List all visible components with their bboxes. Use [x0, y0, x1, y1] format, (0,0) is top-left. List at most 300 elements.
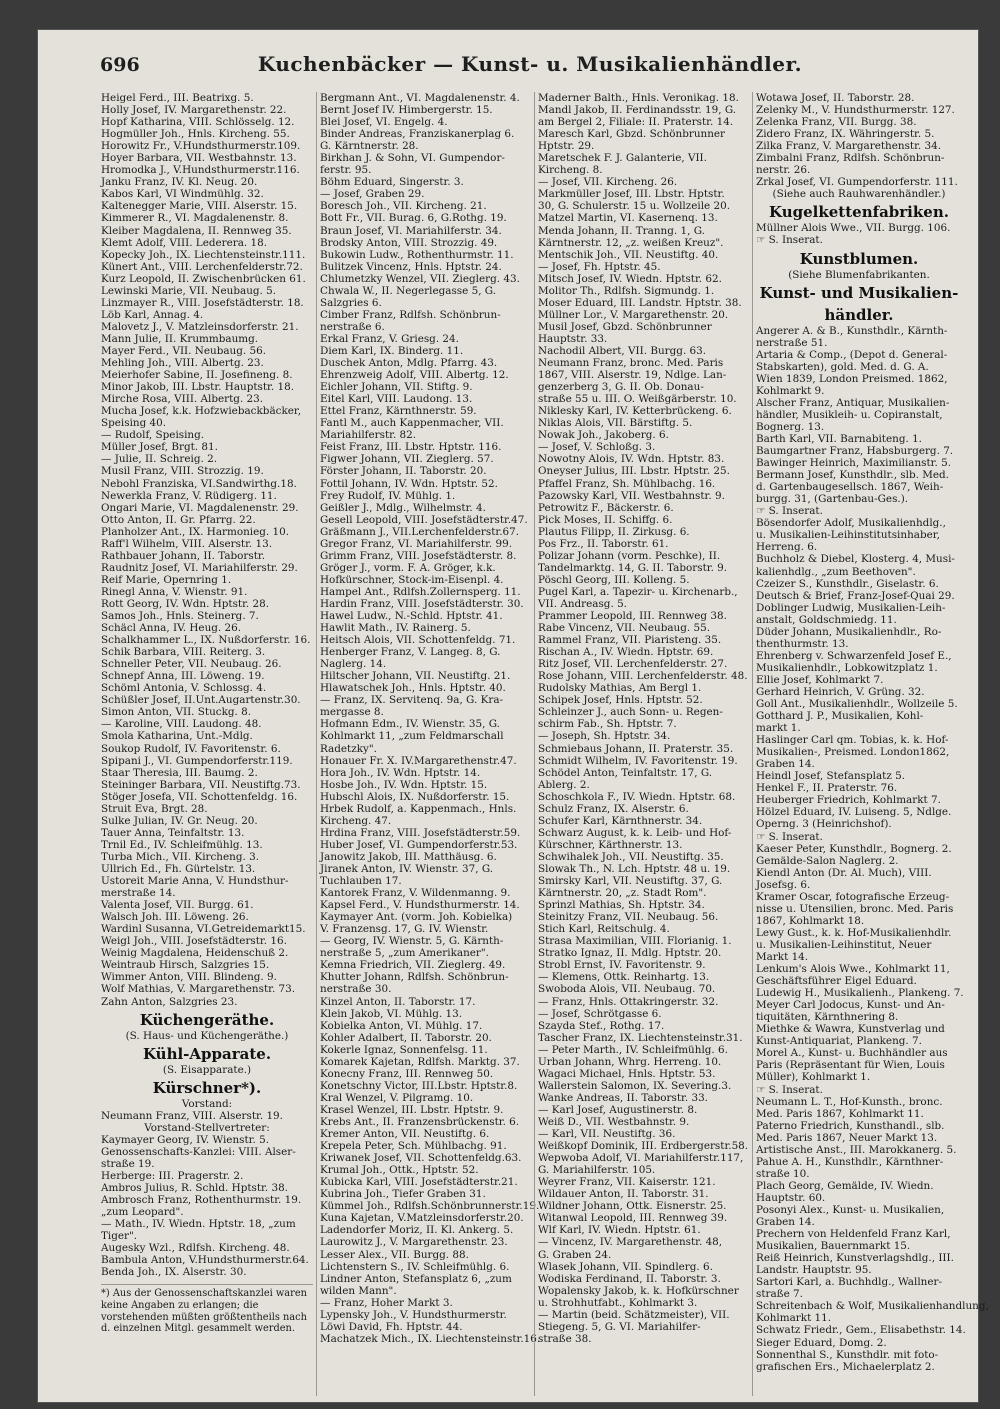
directory-entry: Janowitz Jakob, III. Matthäusg. 6. [320, 850, 497, 863]
directory-entry: Haslinger Carl qm. Tobias, k. k. Hof- [756, 734, 949, 747]
directory-entry: Kärntnerstr. 12, „z. weißen Kreuz". [538, 236, 724, 249]
directory-entry: „zum Leopard". [101, 1206, 184, 1219]
directory-entry: Nachodil Albert, VII. Burgg. 63. [538, 344, 707, 357]
directory-entry: Meierhofer Sabine, II. Josefineng. 8. [101, 369, 293, 382]
directory-entry: ☞ S. Inserat. [756, 830, 823, 843]
directory-entry: Herberge: III. Pragerstr. 2. [101, 1169, 244, 1182]
directory-entry: markt 1. [756, 722, 801, 735]
directory-entry: Deutsch & Brief, Franz-Josef-Quai 29. [756, 589, 955, 602]
directory-entry: Schnepf Anna, III. Löweng. 19. [101, 670, 265, 683]
directory-entry: Wlasek Johann, VII. Spindlerg. 6. [538, 1260, 713, 1273]
directory-entry: Pick Moses, II. Schiffg. 6. [538, 513, 673, 526]
directory-entry: Kümmel Joh., Rdlfsh.Schönbrunnerstr.19. [320, 1200, 540, 1213]
directory-entry: Gröger J., vorm. F. A. Gröger, k.k. [320, 561, 496, 574]
directory-entry: anstalt, Goldschmiedg. 11. [756, 613, 897, 626]
directory-entry: — Josef, VII. Kircheng. 26. [538, 176, 678, 189]
directory-entry: Heindl Josef, Stefansplatz 5. [756, 770, 906, 783]
directory-entry: Prammer Leopold, III. Rennweg 38. [538, 610, 727, 623]
directory-entry: Stiegeng. 5, G. VI. Mariahilfer- [538, 1320, 701, 1333]
directory-entry: thenthurmstr. 13. [756, 637, 849, 650]
directory-entry: — Math., IV. Wiedn. Hptstr. 18, „zum [101, 1218, 296, 1231]
directory-entry: Löb Karl, Annag. 4. [101, 308, 204, 321]
directory-entry: Mandl Jakob, II. Ferdinandsstr. 19, G. [538, 104, 737, 117]
directory-entry: Wepwoba Adolf, VI. Mariahilferstr.117, [538, 1152, 744, 1165]
directory-page [38, 30, 989, 1402]
directory-entry: Mayer Ferd., VII. Neubaug. 56. [101, 344, 267, 357]
directory-entry: Krumal Joh., Ottk., Hptstr. 52. [320, 1164, 479, 1177]
directory-entry: — Georg, IV. Wienstr. 5, G. Kärnth- [320, 935, 504, 948]
directory-entry: Kapsel Ferd., V. Hundsthurmerstr. 14. [320, 899, 520, 912]
directory-entry: — Franz, Hoher Markt 3. [320, 1296, 453, 1309]
directory-entry: Löwi David, Fh. Hptstr. 44. [320, 1320, 463, 1333]
directory-entry: Bognerg. 13. [756, 420, 825, 433]
directory-entry: Ehrenberg v. Schwarzenfeld Josef E., [756, 649, 952, 662]
directory-entry: Med. Paris 1867, Kohlmarkt 11. [756, 1107, 924, 1120]
directory-entry: Polizar Johann (vorm. Peschke), II. [538, 549, 721, 562]
directory-entry: Josefsg. 6. [756, 878, 811, 891]
directory-entry: Klein Jakob, VI. Mühlg. 13. [320, 1007, 463, 1020]
directory-entry: Ongari Marie, VI. Magdalenenstr. 29. [101, 501, 299, 514]
directory-entry: Mirche Rosa, VIII. Albertg. 23. [101, 393, 264, 406]
directory-entry: Schreitenbach & Wolf, Musikalienhandlung, [756, 1300, 989, 1313]
directory-entry: Walsch Joh. III. Löweng. 26. [101, 911, 249, 924]
directory-entry: Heitsch Alois, VII. Schottenfeldg. 71. [320, 634, 516, 647]
directory-entry: Goll Ant., Musikalienhdlr., Wollzeile 5. [756, 698, 958, 711]
directory-entry: Wagaci Michael, Hnls. Hptstr. 53. [538, 1067, 716, 1080]
directory-entry: Honauer Fr. X. IV.Margarethenstr.47. [320, 754, 517, 767]
directory-entry: Künert Ant., VIII. Lerchenfelderstr.72. [101, 260, 303, 273]
directory-entry: Müller Josef, Brgt. 81. [101, 441, 218, 454]
directory-entry: Hromodka J., V.Hundsthurmerstr.116. [101, 164, 300, 177]
directory-entry: tiquitäten, Kärnthnering 8. [756, 1011, 899, 1024]
section-heading: Kürschner*). [152, 1078, 262, 1097]
running-title: Kuchenbäcker — Kunst- u. Musikalienhändler. [257, 52, 803, 76]
directory-entry: 1867, VIII. Alserstr. 19, Ndlge. Lan- [538, 369, 727, 382]
directory-entry: Bernt Josef IV. Himbergerstr. 15. [320, 104, 493, 117]
directory-entry: ☞ S. Inserat. [756, 234, 823, 247]
directory-entry: Bawinger Heinrich, Maximilianstr. 5. [756, 457, 952, 470]
directory-entry: Schmidt Wilhelm, IV. Favoritenstr. 19. [538, 754, 738, 767]
directory-entry: Markt 14. [756, 951, 809, 963]
directory-entry: Smola Katharina, Unt.-Mdlg. [101, 730, 253, 743]
directory-entry: Kaeser Peter, Kunsthdlr., Bognerg. 2. [756, 842, 952, 855]
directory-entry: Heuberger Friedrich, Kohlmarkt 7. [756, 794, 941, 807]
directory-entry: Otto Anton, II. Gr. Pfarrg. 22. [101, 513, 256, 526]
directory-entry: Matzel Martin, VI. Kasernenq. 13. [538, 212, 718, 225]
directory-entry: Neumann Franz, bronc. Med. Paris [538, 357, 724, 370]
directory-entry: Radetzky". [320, 742, 377, 755]
column-4 [752, 92, 989, 1396]
section-note: Vorstand-Stellvertreter: [144, 1121, 270, 1134]
directory-entry: Neumann L. T., Hof-Kunsth., bronc. [756, 1095, 943, 1108]
directory-entry: Tuchlauben 17. [320, 875, 402, 888]
directory-entry: Artistische Anst., III. Marokkanerg. 5. [756, 1143, 957, 1156]
directory-entry: Birkhan J. & Sohn, VI. Gumpendor- [320, 152, 505, 165]
directory-entry: Trnil Ed., IV. Schleifmühlg. 13. [101, 838, 263, 851]
directory-entry: Kremer Anton, VII. Neustiftg. 6. [320, 1128, 490, 1141]
directory-entry: Hawlit Math., IV. Rainerg. 5. [320, 622, 471, 635]
section-heading: Küchengeräthe. [139, 1010, 275, 1029]
directory-entry: Rudolsky Mathias, Am Bergl 1. [538, 682, 702, 695]
directory-entry: Artaria & Comp., (Depot d. General- [756, 348, 948, 361]
directory-entry: Sprinzl Mathias, Sh. Hptstr. 34. [538, 899, 705, 912]
section-note: (S. Haus- und Küchengeräthe.) [125, 1029, 289, 1042]
directory-entry: Pos Frz., II. Taborstr. 61. [538, 537, 669, 550]
directory-entry: Ablerg. 2. [538, 778, 590, 791]
directory-entry: 30, G. Schulerstr. 15 u. Wollzeile 20. [538, 200, 731, 213]
directory-entry: Zelenka Franz, VII. Burgg. 38. [756, 116, 917, 129]
directory-entry: Ehrenzweig Adolf, VIII. Albertg. 12. [320, 369, 509, 382]
directory-entry: Konecny Franz, III. Rennweg 50. [320, 1067, 494, 1080]
directory-entry: Chwala W., II. Negerlegasse 5, G. [320, 284, 497, 297]
directory-entry: Mann Julie, II. Krummbaumg. [101, 332, 259, 345]
directory-entry: Geißler J., Mdlg., Wilhelmstr. 4. [320, 501, 486, 514]
section-heading: Kühl-Apparate. [142, 1044, 272, 1063]
directory-entry: Oneyser Julius, III. Lbstr. Hptstr. 25. [538, 465, 730, 478]
directory-entry: nerstraße 6. [320, 320, 385, 333]
directory-entry: Kopecky Joh., IX. Liechtensteinstr.111. [101, 248, 306, 261]
directory-entry: Böhm Eduard, Singerstr. 3. [320, 176, 464, 189]
directory-columns [98, 92, 989, 1396]
directory-entry: Augesky Wzl., Rdlfsh. Kircheng. 48. [101, 1242, 290, 1255]
directory-entry: Laurowitz J., V. Margarethenstr. 23. [320, 1236, 508, 1249]
directory-entry: Feist Franz, III. Lbstr. Hptstr. 116. [320, 441, 502, 454]
directory-entry: Mentschik Joh., VII. Neustiftg. 40. [538, 248, 719, 261]
directory-entry: Grimm Franz, VIII. Josefstädterstr. 8. [320, 549, 517, 562]
directory-entry: Henkel F., II. Praterstr. 76. [756, 782, 898, 795]
directory-entry: Wanke Andreas, II. Taborstr. 33. [538, 1091, 708, 1104]
directory-entry: Bergmann Ant., VI. Magdalenenstr. 4. [320, 92, 520, 104]
directory-entry: Bott Fr., VII. Burag. 6, G.Rothg. 19. [320, 212, 507, 225]
directory-entry: Lichtenstern S., IV. Schleifmühlg. 6. [320, 1260, 510, 1273]
directory-entry: Schmiebaus Johann, II. Praterstr. 35. [538, 742, 734, 755]
directory-entry: G. Kärntnerstr. 28. [320, 140, 419, 153]
directory-entry: Rammel Franz, VII. Piaristeng. 35. [538, 634, 722, 647]
directory-entry: Strobl Ernst, IV. Favoritenstr. 9. [538, 959, 706, 972]
directory-entry: Niklesky Karl, IV. Ketterbrückeng. 6. [538, 405, 732, 418]
directory-entry: Lesser Alex., VII. Burgg. 88. [320, 1248, 469, 1261]
directory-entry: Samos Joh., Hnls. Steinerg. 7. [101, 610, 259, 623]
directory-entry: Schäcl Anna, IV. Heug. 26. [101, 622, 242, 635]
directory-entry: Struit Eva, Brgt. 28. [101, 802, 208, 815]
directory-entry: Hogmüller Joh., Hnls. Kircheng. 55. [101, 128, 290, 141]
directory-entry: Niklas Alois, VII. Bärstiftg. 5. [538, 417, 693, 430]
directory-entry: Schüßler Josef, II.Unt.Augartenstr.30. [101, 694, 301, 707]
directory-entry: Kokerle Ignaz, Sonnenfelsg. 11. [320, 1043, 488, 1056]
directory-entry: Kohlmarkt 11, „zum Feldmarschall [320, 730, 504, 743]
directory-entry: Lenkum's Alois Wwe., Kohlmarkt 11, [756, 963, 950, 976]
directory-entry: grafischen Ers., Michaelerplatz 2. [756, 1360, 935, 1373]
directory-entry: Gemälde-Salon Naglerg. 2. [756, 854, 899, 867]
directory-entry: Paris (Repräsentant für Wien, Louis [756, 1059, 945, 1072]
directory-entry: Kramer Oscar, fotografische Erzeug- [756, 890, 950, 903]
directory-entry: Tauer Anna, Teinfaltstr. 13. [101, 826, 245, 839]
directory-entry: Steinitzy Franz, VII. Neubaug. 56. [538, 911, 719, 924]
directory-entry: Lypensky Joh., V. Hundsthurmerstr. [320, 1308, 507, 1321]
directory-entry: Duschek Anton, Mdlg. Pfarrg. 43. [320, 357, 498, 370]
directory-entry: Horowitz Fr., V.Hundsthurmerstr.109. [101, 140, 301, 153]
directory-entry: Schneller Peter, VII. Neubaug. 26. [101, 658, 282, 671]
directory-entry: — Vincenz, IV. Margarethenstr. 48, [538, 1236, 723, 1249]
directory-entry: Zimbalni Franz, Rdlfsh. Schönbrun- [756, 152, 945, 165]
directory-entry: Hoyer Barbara, VII. Westbahnstr. 13. [101, 152, 297, 165]
directory-entry: u. Musikalien-Leihinstitut, Neuer [756, 938, 932, 951]
directory-entry: Plach Georg, Gemälde, IV. Wiedn. [756, 1179, 934, 1192]
directory-entry: Turba Mich., VII. Kircheng. 3. [101, 850, 260, 863]
directory-entry: Lewinski Marie, VII. Neubaug. 5. [101, 284, 277, 297]
directory-entry: Doblinger Ludwig, Musikalien-Leih- [756, 601, 946, 614]
directory-entry: Kaltenegger Marie, VIII. Alserstr. 15. [101, 200, 298, 213]
directory-entry: Hawel Ludw., N.-Schld. Hptstr. 41. [320, 610, 503, 623]
directory-entry: Krebs Ant., II. Franzensbrückenstr. 6. [320, 1115, 520, 1128]
directory-entry: Schipek Josef, Hnls. Hptstr. 52. [538, 694, 703, 707]
directory-entry: Reif Marie, Opernring 1. [101, 573, 232, 586]
directory-entry: G. Graben 24. [538, 1248, 612, 1261]
directory-entry: Wildauer Anton, II. Taborstr. 31. [538, 1188, 709, 1201]
directory-entry: Soukop Rudolf, IV. Favoritenstr. 6. [101, 742, 281, 755]
directory-entry: Fottil Johann, IV. Wdn. Hptstr. 52. [320, 477, 498, 490]
directory-entry: Prechern von Heldenfeld Franz Karl, [756, 1228, 951, 1241]
directory-entry: Graben 14. [756, 758, 815, 771]
directory-entry: Mucha Josef, k.k. Hofzwiebackbäcker, [101, 405, 302, 418]
directory-entry: Med. Paris 1867, Neuer Markt 13. [756, 1131, 938, 1144]
directory-entry: Plautus Filipp, II. Zirkusg. 6. [538, 525, 690, 538]
directory-entry: Wien 1839, London Preismed. 1862, [756, 372, 948, 385]
section-note: Vorstand: [181, 1097, 233, 1110]
directory-entry: G. Mariahilferstr. 105. [538, 1164, 656, 1177]
column-2 [316, 92, 541, 1396]
directory-entry: — Josef, V. Schloßg. 3. [538, 441, 656, 454]
directory-entry: Rischan A., IV. Wiedn. Hptstr. 69. [538, 646, 714, 659]
directory-entry: genzerberg 3, G. II. Ob. Donau- [538, 381, 704, 394]
directory-entry: Kriwanek Josef, VII. Schottenfeldg.63. [320, 1152, 522, 1165]
directory-entry: Genossenschafts-Kanzlei: VIII. Alser- [101, 1145, 296, 1158]
directory-entry: ferstr. 95. [320, 164, 372, 177]
directory-entry: Sonnenthal S., Kunsthdlr. mit foto- [756, 1348, 939, 1361]
directory-entry: Musikalien, Bauernmarkt 15. [756, 1240, 911, 1253]
directory-entry: Kohler Adalbert, II. Taborstr. 20. [320, 1031, 492, 1044]
directory-entry: Valenta Josef, VII. Burgg. 61. [101, 899, 254, 912]
directory-entry: Schwarz August, k. k. Leib- und Hof- [538, 826, 732, 839]
directory-entry: Stabskarten), gold. Med. d. G. A. [756, 360, 929, 373]
directory-entry: Posonyi Alex., Kunst- u. Musikalien, [756, 1203, 945, 1216]
directory-entry: Cimber Franz, Rdlfsh. Schönbrun- [320, 308, 501, 321]
directory-entry: Schoschkola F., IV. Wiedn. Hptstr. 68. [538, 790, 736, 803]
directory-entry: Gerhard Heinrich, V. Grüng. 32. [756, 685, 925, 698]
directory-entry: Ellie Josef, Kohlmarkt 7. [756, 673, 884, 686]
directory-entry: nerstraße 5, „zum Amerikaner". [320, 947, 489, 960]
directory-entry: Schödel Anton, Teinfaltstr. 17, G. [538, 766, 713, 779]
directory-entry: straße 38. [538, 1332, 592, 1345]
directory-entry: Planholzer Ant., IX. Harmonieg. 10. [101, 525, 290, 538]
directory-entry: burgg. 31, (Gartenbau-Ges.). [756, 493, 909, 506]
directory-entry: Krepela Peter, Sch. Mühlbachg. 91. [320, 1140, 507, 1153]
directory-entry: wilden Mann". [320, 1284, 397, 1297]
directory-entry: Machatzek Mich., IX. Liechtensteinstr.16. [320, 1332, 541, 1345]
directory-entry: merstraße 14. [101, 887, 176, 900]
directory-entry: Menda Johann, II. Tranng. 1, G. [538, 224, 705, 237]
directory-entry: Landstr. Hauptstr. 95. [756, 1264, 872, 1277]
directory-entry: Geschäftsführer Eigel Eduard. [756, 975, 917, 988]
directory-entry: Rott Georg, IV. Wdn. Hptstr. 28. [101, 597, 270, 610]
directory-entry: — Klemens, Ottk. Reinhartg. 13. [538, 971, 710, 984]
directory-entry: Kircheng. 47. [320, 814, 392, 827]
directory-entry: — Peter Marth., IV. Schleifmühlg. 6. [538, 1043, 728, 1056]
directory-entry: u. Musikalien-Leihinstitutsinhaber, [756, 529, 940, 542]
directory-entry: mergasse 8. [320, 706, 384, 719]
directory-entry: Operng. 3 (Heinrichshof). [756, 818, 892, 831]
directory-entry: Petrowitz F., Bäckerstr. 6. [538, 501, 674, 514]
directory-entry: Gotthard J. P., Musikalien, Kohl- [756, 710, 924, 723]
directory-entry: Nowak Joh., Jakoberg. 6. [538, 429, 669, 442]
directory-entry: Barth Karl, VII. Barnabiteng. 1. [756, 432, 922, 445]
directory-entry: Schleinzer J., auch Sonn- u. Regen- [538, 706, 723, 719]
directory-entry: nerstr. 26. [756, 164, 811, 177]
section-note: (Siehe auch Rauhwarenhändler.) [772, 188, 946, 201]
directory-entry: Konetschny Victor, III.Lbstr. Hptstr.8. [320, 1079, 518, 1092]
directory-entry: Molitor Th., Rdlfsh. Sigmundg. 1. [538, 284, 715, 297]
page-number: 696 [100, 54, 140, 76]
directory-entry: Sieger Eduard, Domg. 2. [756, 1336, 887, 1349]
directory-entry: Lewy Gust., k. k. Hof-Musikalienhdlr. [756, 926, 952, 939]
directory-entry: Maretschek F. J. Galanterie, VII. [538, 152, 707, 165]
directory-entry: — Josef, Schrötgasse 6. [538, 1007, 662, 1020]
section-heading: Kugelkettenfabriken. [769, 203, 949, 222]
directory-entry: Klemt Adolf, VIII. Lederera. 18. [101, 236, 268, 249]
directory-entry: Ritz Josef, VII. Lerchenfelderstr. 27. [538, 658, 728, 671]
directory-entry: Hofkürschner, Stock-im-Eisenpl. 4. [320, 573, 504, 586]
section-note: (S. Eisapparate.) [162, 1063, 252, 1076]
directory-entry: Nebohl Franziska, VI.Sandwirthg.18. [101, 477, 297, 490]
directory-entry: — Rudolf, Speising. [101, 429, 205, 442]
directory-entry: Czeizer S., Kunsthdlr., Giselastr. 6. [756, 577, 939, 590]
directory-entry: Pazowsky Karl, VII. Westbahnstr. 9. [538, 489, 725, 502]
directory-entry: Schöml Antonia, V. Schlossg. 4. [101, 682, 267, 695]
directory-entry: Kemna Friedrich, VII. Zieglerg. 49. [320, 959, 506, 972]
directory-entry: Kabos Karl, VI Windmühlg. 32. [101, 188, 264, 201]
directory-entry: Rinegl Anna, V. Wienstr. 91. [101, 585, 248, 598]
footnote: *) Aus der Genossenschaftskanzlei waren keine Angaben zu erlangen; die vorstehenden müßten größtentheils nach d. einzelnen Mitgl. gesammelt werden. [101, 1284, 313, 1334]
directory-entry: Wodiska Ferdinand, II. Taborstr. 3. [538, 1272, 721, 1285]
directory-entry: Maderner Balth., Hnls. Veronikag. 18. [538, 92, 739, 104]
directory-entry: u. Strohhutfabt., Kohlmarkt 3. [538, 1296, 698, 1309]
directory-entry: Angerer A. & B., Kunsthdlr., Kärnth- [756, 324, 948, 337]
directory-entry: Smirsky Karl, VII. Neustiftg. 37, G. [538, 875, 723, 888]
directory-entry: Kircheng. 8. [538, 164, 603, 177]
directory-entry: Kimmerer R., VI. Magdalenenstr. 8. [101, 212, 289, 225]
directory-entry: Kobielka Anton, VI. Mühlg. 17. [320, 1019, 483, 1032]
directory-entry: Tandelmarktg. 14, G. II. Taborstr. 9. [538, 561, 728, 574]
directory-entry: Bulitzek Vincenz, Hnls. Hptstr. 24. [320, 260, 502, 273]
directory-entry: Hlawatschek Joh., Hnls. Hptstr. 40. [320, 682, 506, 695]
directory-entry: Schalkhammer L., IX. Nußdorferstr. 16. [101, 634, 311, 647]
directory-entry: am Bergel 2, Filiale: II. Praterstr. 14. [538, 116, 734, 129]
directory-entry: Schulz Franz, IX. Alserstr. 6. [538, 802, 689, 815]
directory-entry: Holly Josef, IV. Margarethenstr. 22. [101, 104, 287, 117]
directory-entry: Zahn Anton, Salzgries 23. [101, 995, 238, 1008]
directory-entry: straße 19. [101, 1157, 155, 1170]
directory-entry: ☞ S. Inserat. [756, 505, 823, 518]
directory-entry: — Franz, IX. Servitenq. 9a, G. Kra- [320, 694, 504, 707]
directory-entry: Musikalien-, Preismed. London1862, [756, 746, 950, 759]
directory-entry: Gräßmann J., VII.Lerchenfelderstr.67. [320, 525, 520, 538]
directory-entry: Lindner Anton, Stefansplatz 6, „zum [320, 1272, 512, 1285]
directory-entry: Hauptstr. 33. [538, 332, 608, 345]
directory-entry: Mitsch Josef, IV. Wiedn. Hptstr. 62. [538, 272, 722, 285]
directory-entry: Pugel Karl, a. Tapezir- u. Kirchenarb., [538, 585, 738, 598]
directory-entry: Fantl M., auch Kappenmacher, VII. [320, 417, 504, 430]
directory-entry: — Franz, Hnls. Ottakringerstr. 32. [538, 995, 719, 1008]
directory-entry: Stöger Josefa, VII. Schottenfeldg. 16. [101, 790, 298, 803]
directory-entry: Kaymayer Ant. (vorm. Joh. Kobielka) [320, 911, 513, 924]
directory-entry: Paterno Friedrich, Kunsthandl., slb. [756, 1119, 945, 1132]
directory-entry: Kuna Kajetan, V.Matzleinsdorferstr.20. [320, 1212, 524, 1225]
directory-entry: Weigl Joh., VIII. Josefstädterstr. 16. [101, 935, 287, 948]
directory-entry: Schwihalek Joh., VII. Neustiftg. 35. [538, 850, 724, 863]
directory-entry: Bösendorfer Adolf, Musikalienhdlg., [756, 517, 946, 530]
directory-entry: Wimmer Anton, VIII. Blindeng. 9. [101, 971, 277, 984]
directory-entry: Schufer Karl, Kärnthnerstr. 34. [538, 814, 703, 827]
directory-entry: Simon Anton, VII. Stuckg. 8. [101, 706, 252, 719]
directory-entry: Hrbek Rudolf, a. Kappenmach., Hnls. [320, 802, 517, 815]
directory-entry: Kunst-Antiquariat, Plankeng. 7. [756, 1035, 922, 1048]
directory-entry: Boresch Joh., VII. Kircheng. 21. [320, 200, 487, 213]
directory-entry: Kiendl Anton (Dr. Al. Much), VIII. [756, 866, 932, 879]
directory-entry: Blei Josef, VI. Engelg. 4. [320, 116, 448, 129]
directory-entry: Huber Josef, VI. Gumpendorferstr.53. [320, 838, 518, 851]
directory-entry: Sartori Karl, a. Buchhdlg., Wallner- [756, 1276, 942, 1289]
directory-entry: straße 7. [756, 1288, 803, 1301]
directory-entry: Erkal Franz, V. Griesg. 24. [320, 332, 459, 345]
directory-entry: Rabe Vincenz, VII. Neubaug. 55. [538, 622, 711, 635]
directory-entry: Ettel Franz, Kärnthnerstr. 59. [320, 405, 477, 418]
directory-entry: kalienhdlg., „zum Beethoven". [756, 565, 916, 578]
directory-entry: Stich Karl, Reitschulg. 4. [538, 923, 670, 936]
directory-entry: Hrdina Franz, VIII. Josefstädterstr.59. [320, 826, 521, 839]
directory-entry: Weyrer Franz, VII. Kaiserstr. 121. [538, 1176, 716, 1189]
directory-entry: Nowotny Alois, IV. Wdn. Hptstr. 83. [538, 453, 725, 466]
directory-entry: Komarek Kajetan, Rdlfsh. Marktg. 37. [320, 1055, 520, 1068]
directory-entry: Kubicka Karl, VIII. Josefstädterstr.21. [320, 1176, 518, 1189]
directory-entry: Hubschl Alois, IX. Nußdorferstr. 15. [320, 790, 510, 803]
directory-entry: Binder Andreas, Franziskanerplag 6. [320, 128, 515, 141]
directory-entry: Graben 14. [756, 1216, 815, 1229]
directory-entry: Kral Wenzel, V. Pilgramg. 10. [320, 1091, 474, 1104]
directory-entry: Musikalienhdlr., Lobkowitzplatz 1. [756, 661, 938, 674]
directory-entry: Khutter Johann, Rdlfsh. Schönbrun- [320, 971, 509, 984]
directory-entry: Hiltscher Johann, VII. Neustiftg. 21. [320, 670, 511, 683]
directory-entry: Buchholz & Diebel, Klosterg. 4, Musi- [756, 553, 955, 566]
directory-entry: Hora Joh., IV. Wdn. Hptstr. 14. [320, 766, 481, 779]
directory-entry: Swoboda Alois, VII. Neubaug. 70. [538, 983, 716, 996]
directory-entry: d. Gartenbaugesellsch. 1867, Weih- [756, 481, 944, 494]
directory-entry: V. Franzensg. 17, G. IV. Wienstr. [320, 923, 489, 936]
column-3 [534, 92, 750, 1396]
directory-entry: Schik Barbara, VIII. Reiterg. 3. [101, 646, 266, 659]
directory-entry: Spipani J., VI. Gumpendorferstr.119. [101, 754, 293, 767]
directory-entry: Zidero Franz, IX. Währingerstr. 5. [756, 128, 935, 141]
directory-entry: Ladendorfer Moriz, II. Kl. Ankerg. 5. [320, 1224, 514, 1237]
directory-entry: nerstraße 30. [320, 983, 392, 996]
directory-entry: Hauptstr. 60. [756, 1191, 826, 1204]
directory-entry: Mehling Joh., VIII. Albertg. 23. [101, 357, 264, 370]
page-header [100, 36, 960, 76]
directory-entry: Kohlmarkt 11. [756, 1312, 832, 1325]
directory-entry: Heigel Ferd., III. Beatrixg. 5. [101, 92, 254, 104]
directory-entry: Mariahilferstr. 82. [320, 429, 417, 442]
directory-entry: Slowak Th., N. Lch. Hptstr. 48 u. 19. [538, 863, 731, 875]
directory-entry: — Martin (beid. Schätzmeister), VII. [538, 1308, 730, 1321]
